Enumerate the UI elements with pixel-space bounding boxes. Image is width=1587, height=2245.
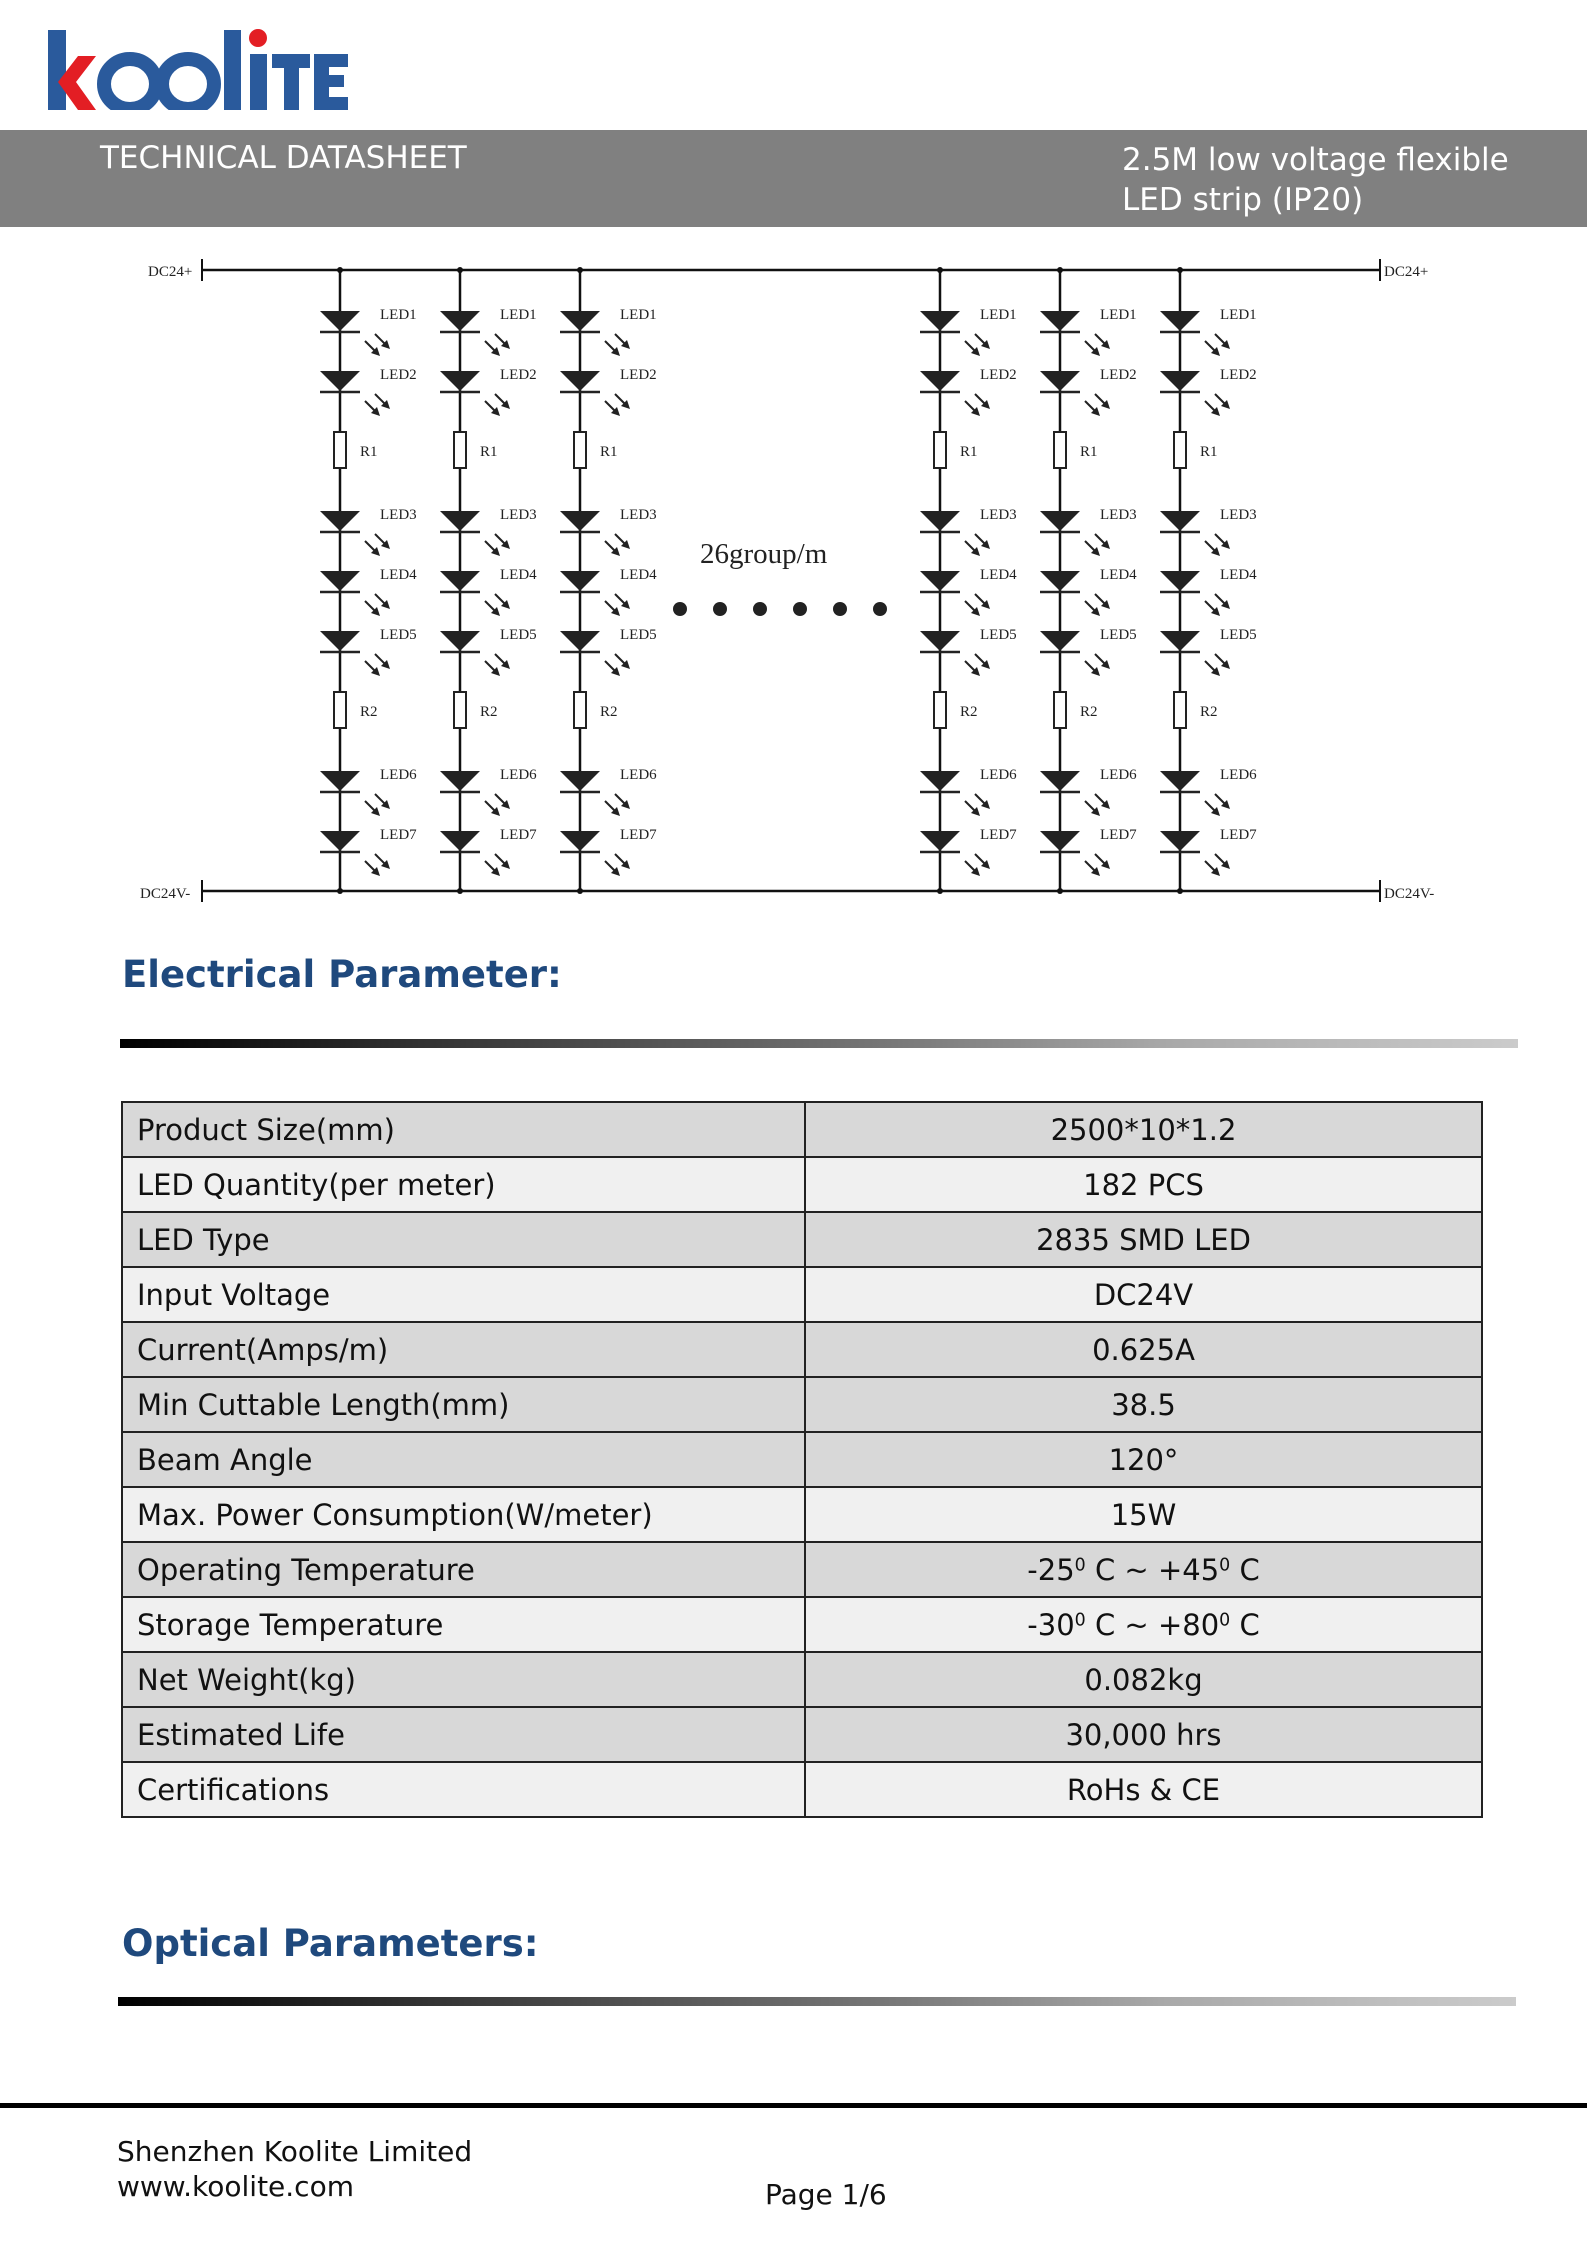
parameter-label: LED Quantity(per meter) xyxy=(122,1157,805,1212)
parameter-value: 2835 SMD LED xyxy=(805,1212,1482,1267)
led-symbol-icon xyxy=(1040,567,1137,616)
parameter-value: RoHs & CE xyxy=(805,1762,1482,1817)
led-symbol-icon xyxy=(560,307,657,356)
resistor-symbol-icon xyxy=(334,432,378,468)
led-symbol-icon xyxy=(920,627,1017,676)
led-symbol-icon xyxy=(1160,507,1257,556)
led-symbol-icon xyxy=(320,367,417,416)
junction-dot xyxy=(937,267,943,273)
parameter-label: Operating Temperature xyxy=(122,1542,805,1597)
parameter-label: Max. Power Consumption(W/meter) xyxy=(122,1487,805,1542)
led-string-column xyxy=(1160,267,1257,894)
led-label: LED2 xyxy=(1100,367,1137,383)
resistor-symbol-icon xyxy=(574,432,618,468)
junction-dot xyxy=(577,888,583,894)
led-label: LED5 xyxy=(620,627,657,643)
continuation-ellipsis xyxy=(673,602,887,616)
logo-letter-i xyxy=(250,54,267,110)
led-symbol-icon xyxy=(920,367,1017,416)
parameter-row xyxy=(122,1102,1482,1157)
logo-letter-t-stem xyxy=(284,54,299,110)
led-symbol-icon xyxy=(320,507,417,556)
led-symbol-icon xyxy=(320,307,417,356)
logo-red-dot xyxy=(249,29,267,47)
parameter-label: Current(Amps/m) xyxy=(122,1322,805,1377)
led-string-column xyxy=(320,267,417,894)
parameter-value: 30,000 hrs xyxy=(805,1707,1482,1762)
ellipsis-dot xyxy=(753,602,767,616)
led-label: LED5 xyxy=(380,627,417,643)
led-symbol-icon xyxy=(440,627,537,676)
koolite-logo xyxy=(48,24,348,110)
led-symbol-icon xyxy=(1040,367,1137,416)
parameter-row xyxy=(122,1652,1482,1707)
product-title-line2: LED strip (IP20) xyxy=(1122,182,1364,218)
led-label: LED7 xyxy=(980,827,1017,843)
led-label: LED6 xyxy=(380,767,417,783)
led-symbol-icon xyxy=(1040,827,1137,876)
electrical-parameter-heading: Electrical Parameter: xyxy=(122,953,562,996)
led-string-column xyxy=(920,267,1017,894)
led-label: LED5 xyxy=(1220,627,1257,643)
logo-letter-l xyxy=(224,30,241,110)
parameter-value: 0.625A xyxy=(805,1322,1482,1377)
positive-terminal-right-label: DC24+ xyxy=(1384,264,1429,280)
parameter-row xyxy=(122,1322,1482,1377)
parameter-label: LED Type xyxy=(122,1212,805,1267)
logo-letter-k-stem xyxy=(48,30,66,110)
junction-dot xyxy=(337,888,343,894)
led-columns xyxy=(320,267,1257,894)
logo-letter-e-mid xyxy=(314,75,344,87)
led-symbol-icon xyxy=(1040,767,1137,816)
resistor-symbol-icon xyxy=(1054,432,1098,468)
led-label: LED3 xyxy=(1100,507,1137,523)
led-label: LED2 xyxy=(980,367,1017,383)
led-label: LED6 xyxy=(1100,767,1137,783)
parameter-value: 182 PCS xyxy=(805,1157,1482,1212)
header-band xyxy=(0,130,1587,227)
parameter-label: Beam Angle xyxy=(122,1432,805,1487)
led-label: LED2 xyxy=(380,367,417,383)
resistor-symbol-icon xyxy=(454,432,498,468)
led-string-column xyxy=(1040,267,1137,894)
parameter-label: Product Size(mm) xyxy=(122,1102,805,1157)
junction-dot xyxy=(457,888,463,894)
parameter-row xyxy=(122,1597,1482,1652)
led-label: LED6 xyxy=(980,767,1017,783)
resistor-label: R2 xyxy=(600,704,618,720)
parameter-row xyxy=(122,1212,1482,1267)
resistor-symbol-icon xyxy=(934,692,978,728)
parameter-value: DC24V xyxy=(805,1267,1482,1322)
led-label: LED4 xyxy=(500,567,537,583)
led-symbol-icon xyxy=(440,827,537,876)
led-symbol-icon xyxy=(320,767,417,816)
led-label: LED7 xyxy=(1220,827,1257,843)
section-divider xyxy=(120,1039,1518,1048)
resistor-label: R2 xyxy=(960,704,978,720)
led-label: LED6 xyxy=(620,767,657,783)
led-label: LED2 xyxy=(500,367,537,383)
document-type: TECHNICAL DATASHEET xyxy=(100,140,467,176)
parameter-label: Min Cuttable Length(mm) xyxy=(122,1377,805,1432)
resistor-label: R1 xyxy=(1200,444,1218,460)
resistor-label: R1 xyxy=(600,444,618,460)
led-symbol-icon xyxy=(1040,507,1137,556)
junction-dot xyxy=(1177,267,1183,273)
negative-terminal-left-label: DC24V- xyxy=(140,886,191,902)
led-label: LED1 xyxy=(380,307,417,323)
parameter-label: Input Voltage xyxy=(122,1267,805,1322)
led-symbol-icon xyxy=(560,767,657,816)
led-label: LED6 xyxy=(1220,767,1257,783)
led-label: LED2 xyxy=(1220,367,1257,383)
parameter-value: $-30^0$ C ~ $+80^0$ C xyxy=(805,1597,1482,1652)
group-density-note: 26group/m xyxy=(700,538,828,570)
ellipsis-dot xyxy=(873,602,887,616)
led-symbol-icon xyxy=(560,827,657,876)
logo-letter-o2 xyxy=(162,59,214,109)
led-label: LED4 xyxy=(620,567,657,583)
led-symbol-icon xyxy=(320,627,417,676)
led-symbol-icon xyxy=(440,507,537,556)
resistor-symbol-icon xyxy=(934,432,978,468)
led-label: LED1 xyxy=(500,307,537,323)
ellipsis-dot xyxy=(793,602,807,616)
led-label: LED3 xyxy=(380,507,417,523)
led-symbol-icon xyxy=(320,567,417,616)
led-label: LED2 xyxy=(620,367,657,383)
led-symbol-icon xyxy=(440,367,537,416)
parameter-label: Estimated Life xyxy=(122,1707,805,1762)
led-label: LED4 xyxy=(1220,567,1257,583)
footer-divider xyxy=(0,2103,1587,2108)
parameter-label: Net Weight(kg) xyxy=(122,1652,805,1707)
led-label: LED5 xyxy=(980,627,1017,643)
led-label: LED4 xyxy=(980,567,1017,583)
resistor-symbol-icon xyxy=(1174,432,1218,468)
logo-letter-e-bot xyxy=(314,97,348,110)
led-label: LED7 xyxy=(620,827,657,843)
led-label: LED1 xyxy=(620,307,657,323)
led-string-column xyxy=(440,267,537,894)
led-label: LED3 xyxy=(1220,507,1257,523)
resistor-label: R1 xyxy=(1080,444,1098,460)
junction-dot xyxy=(937,888,943,894)
page-number: Page 1/6 xyxy=(765,2178,887,2211)
led-label: LED1 xyxy=(1100,307,1137,323)
led-symbol-icon xyxy=(1160,827,1257,876)
led-label: LED7 xyxy=(1100,827,1137,843)
logo-letter-e-top xyxy=(314,54,348,67)
parameter-value: 2500*10*1.2 xyxy=(805,1102,1482,1157)
led-symbol-icon xyxy=(920,827,1017,876)
led-symbol-icon xyxy=(560,627,657,676)
junction-dot xyxy=(337,267,343,273)
resistor-label: R2 xyxy=(360,704,378,720)
positive-terminal-left-label: DC24+ xyxy=(148,264,193,280)
led-symbol-icon xyxy=(440,567,537,616)
parameter-row xyxy=(122,1157,1482,1212)
resistor-label: R1 xyxy=(360,444,378,460)
parameter-row xyxy=(122,1432,1482,1487)
led-string-column xyxy=(560,267,657,894)
led-symbol-icon xyxy=(440,307,537,356)
resistor-symbol-icon xyxy=(454,692,498,728)
resistor-symbol-icon xyxy=(334,692,378,728)
led-symbol-icon xyxy=(1160,307,1257,356)
led-symbol-icon xyxy=(560,507,657,556)
product-title-line1: 2.5M low voltage flexible xyxy=(1122,142,1509,178)
junction-dot xyxy=(1057,888,1063,894)
led-symbol-icon xyxy=(1160,567,1257,616)
resistor-label: R1 xyxy=(960,444,978,460)
resistor-symbol-icon xyxy=(574,692,618,728)
resistor-symbol-icon xyxy=(1054,692,1098,728)
led-label: LED6 xyxy=(500,767,537,783)
junction-dot xyxy=(577,267,583,273)
logo-letter-o1 xyxy=(104,59,156,109)
led-label: LED3 xyxy=(500,507,537,523)
led-symbol-icon xyxy=(920,767,1017,816)
product-title xyxy=(1122,140,1509,220)
section-divider xyxy=(118,1997,1516,2006)
junction-dot xyxy=(1177,888,1183,894)
led-symbol-icon xyxy=(1160,767,1257,816)
resistor-label: R2 xyxy=(480,704,498,720)
parameter-value: $-25^0$ C ~ $+45^0$ C xyxy=(805,1542,1482,1597)
led-symbol-icon xyxy=(1040,307,1137,356)
led-symbol-icon xyxy=(440,767,537,816)
led-label: LED7 xyxy=(500,827,537,843)
led-symbol-icon xyxy=(320,827,417,876)
led-label: LED5 xyxy=(500,627,537,643)
led-label: LED5 xyxy=(1100,627,1137,643)
led-symbol-icon xyxy=(920,567,1017,616)
junction-dot xyxy=(1057,267,1063,273)
led-symbol-icon xyxy=(560,367,657,416)
parameter-row xyxy=(122,1542,1482,1597)
footer-company-name: Shenzhen Koolite Limited xyxy=(117,2135,473,2168)
led-label: LED7 xyxy=(380,827,417,843)
negative-terminal-right-label: DC24V- xyxy=(1384,886,1435,902)
electrical-parameter-table xyxy=(121,1101,1483,1818)
resistor-label: R2 xyxy=(1200,704,1218,720)
led-symbol-icon xyxy=(560,567,657,616)
parameter-label: Storage Temperature xyxy=(122,1597,805,1652)
parameter-label: Certifications xyxy=(122,1762,805,1817)
led-label: LED1 xyxy=(1220,307,1257,323)
junction-dot xyxy=(457,267,463,273)
led-label: LED4 xyxy=(1100,567,1137,583)
led-label: LED3 xyxy=(620,507,657,523)
optical-parameters-heading: Optical Parameters: xyxy=(122,1922,539,1965)
ellipsis-dot xyxy=(833,602,847,616)
resistor-label: R1 xyxy=(480,444,498,460)
led-label: LED1 xyxy=(980,307,1017,323)
circuit-schematic xyxy=(0,240,1587,920)
parameter-value: 0.082kg xyxy=(805,1652,1482,1707)
led-label: LED4 xyxy=(380,567,417,583)
parameter-row xyxy=(122,1707,1482,1762)
parameter-value: 120° xyxy=(805,1432,1482,1487)
parameter-row xyxy=(122,1762,1482,1817)
led-symbol-icon xyxy=(1160,627,1257,676)
parameter-row xyxy=(122,1267,1482,1322)
led-label: LED3 xyxy=(980,507,1017,523)
parameter-value: 15W xyxy=(805,1487,1482,1542)
resistor-label: R2 xyxy=(1080,704,1098,720)
parameter-row xyxy=(122,1487,1482,1542)
parameter-row xyxy=(122,1377,1482,1432)
led-symbol-icon xyxy=(920,507,1017,556)
led-symbol-icon xyxy=(1040,627,1137,676)
footer-website-link[interactable]: www.koolite.com xyxy=(117,2170,354,2203)
ellipsis-dot xyxy=(713,602,727,616)
led-symbol-icon xyxy=(920,307,1017,356)
parameter-value: 38.5 xyxy=(805,1377,1482,1432)
ellipsis-dot xyxy=(673,602,687,616)
resistor-symbol-icon xyxy=(1174,692,1218,728)
led-symbol-icon xyxy=(1160,367,1257,416)
